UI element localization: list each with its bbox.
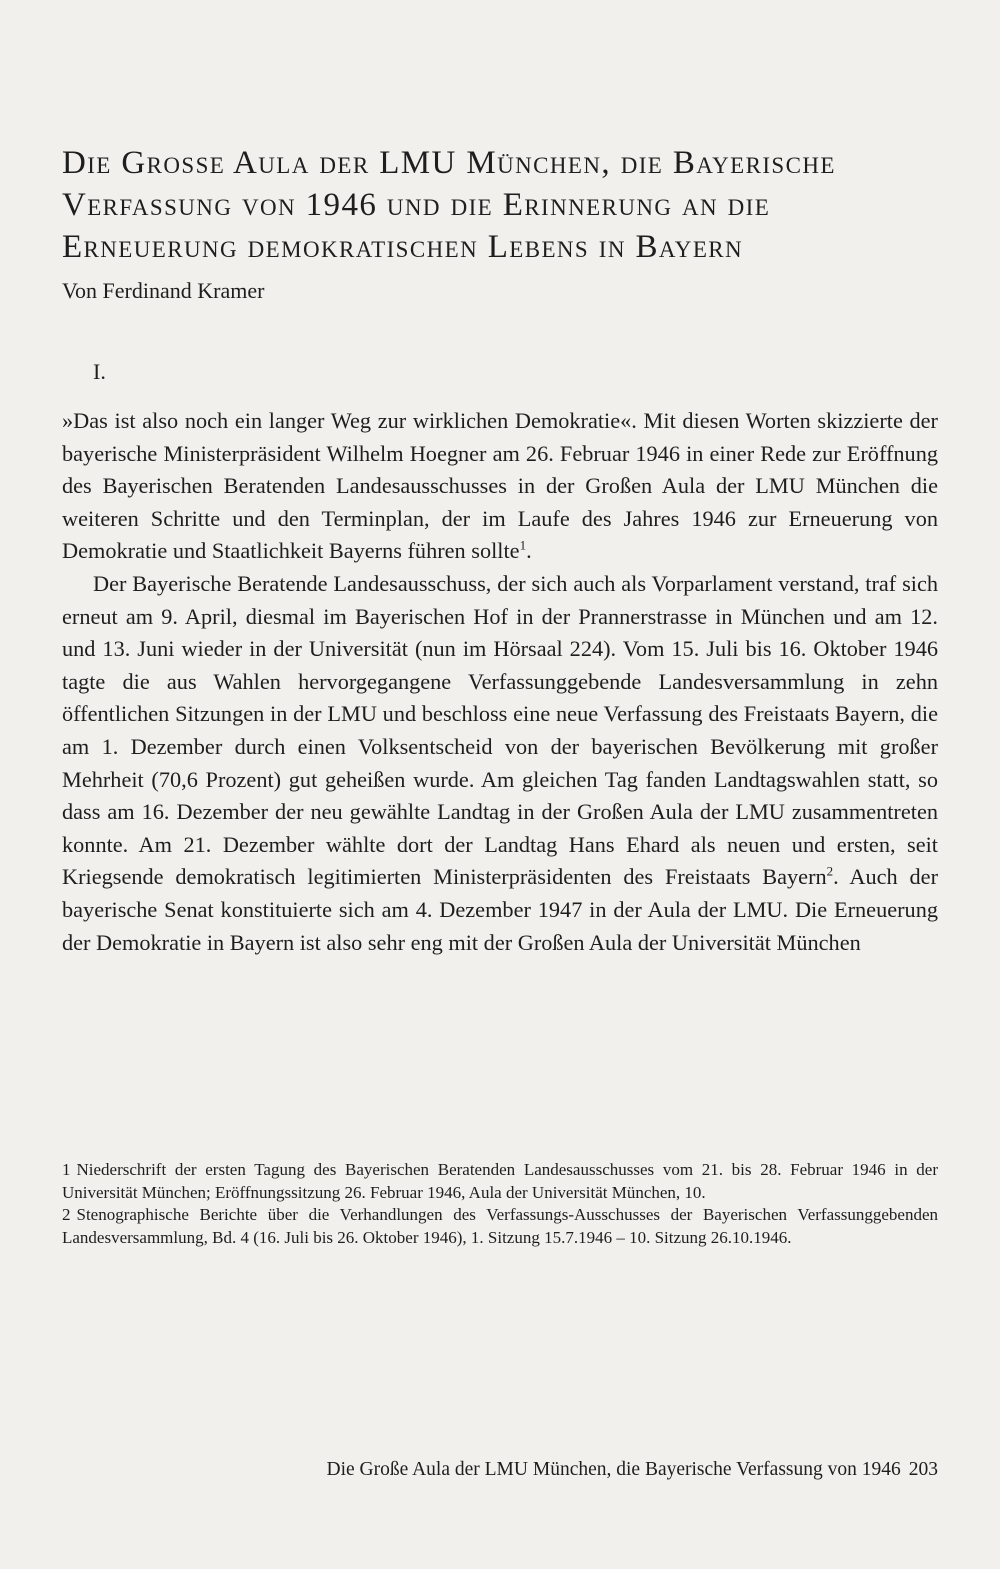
footnote-2-text: Stenographische Berichte über die Verhandlungen des Verfassungs-Ausschusses der Bayerischen Verfassunggebenden Landesversammlung, Bd. 4 (16. Juli bis 26. Oktober 1946), 1. Sitzung 15.7.1946 – 10. Sitzung 26.10.1946. xyxy=(62,1205,938,1247)
article-title xyxy=(62,142,942,268)
paragraph-2-text: Der Bayerische Beratende Landesausschuss, der sich auch als Vorparlament verstand, traf sich erneut am 9. April, diesmal im Bayerischen Hof in der Prannerstrasse in München und am 12. und 13. Juni wieder in der Universität (nun im Hörsaal 224). Vom 15. Juli bis 16. Oktober 1946 tagte die aus Wahlen hervorgegangene Verfassunggebende Landesversammlung in zehn öffentlichen Sitzungen in der LMU und beschloss eine neue Verfassung des Freistaats Bayern, die am 1. Dezember durch einen Volksentscheid von der bayerischen Bevölkerung mit großer Mehrheit (70,6 Prozent) gut geheißen wurde. Am gleichen Tag fanden Landtagswahlen statt, so dass am 16. Dezember der neu gewählte Landtag in der Großen Aula der LMU zusammentreten konnte. Am 21. Dezember wählte dort der Landtag Hans Ehard als neuen und ersten, seit Kriegsende demokratisch legitimierten Ministerpräsidenten des Freistaats Bayern xyxy=(62,570,938,890)
footnote-1-text: Niederschrift der ersten Tagung des Bayerischen Beratenden Landesausschusses vom 21. bis 28. Februar 1946 in der Universität München; Eröffnungssitzung 26. Februar 1946, Aula der Universität München, 10. xyxy=(62,1160,938,1202)
footnote-1-number: 1 xyxy=(62,1160,71,1179)
paragraph-1 xyxy=(62,405,938,568)
footnotes xyxy=(62,1159,938,1249)
author-line: Von Ferdinand Kramer xyxy=(62,278,265,303)
body-text xyxy=(62,405,938,959)
paragraph-2 xyxy=(62,568,938,959)
footnote-ref-1: 1 xyxy=(519,537,527,553)
running-title: Die Große Aula der LMU München, die Bayerische Verfassung von 1946 xyxy=(326,1459,901,1480)
paragraph-2-end: . Auch der bayerische Senat konstituierte sich am 4. Dezember 1947 in der Aula der LMU. Die Erneuerung der Demokratie in Bayern ist also sehr eng mit der Großen Aula der Universität München xyxy=(62,864,938,955)
footnote-2-number: 2 xyxy=(62,1205,71,1225)
footnote-1 xyxy=(62,1159,938,1204)
footnote-2 xyxy=(62,1204,938,1249)
page-number: 203 xyxy=(908,1459,938,1480)
footnote-ref-2: 2 xyxy=(826,863,834,879)
paragraph-1-text: »Das ist also noch ein langer Weg zur wirklichen Demokratie«. Mit diesen Worten skizzierte der bayerische Ministerpräsident Wilhelm Hoegner am 26. Februar 1946 in einer Rede zur Eröffnung des Bayerischen Beratenden Landesausschusses in der Großen Aula der LMU München die weiteren Schritte und den Terminplan, der im Laufe des Jahres 1946 zur Erneuerung von Demokratie und Staatlichkeit Bayerns führen sollte xyxy=(62,408,938,564)
paragraph-1-end: . xyxy=(526,538,532,564)
section-heading: I. xyxy=(93,359,106,384)
title-line-1: Die Grosse Aula der LMU München, die Bayerische xyxy=(62,145,836,181)
title-line-2: Verfassung von 1946 und die Erinnerung an die xyxy=(62,187,771,223)
running-footer xyxy=(327,1456,938,1484)
title-line-3: Erneuerung demokratischen Lebens in Bayern xyxy=(62,229,744,265)
